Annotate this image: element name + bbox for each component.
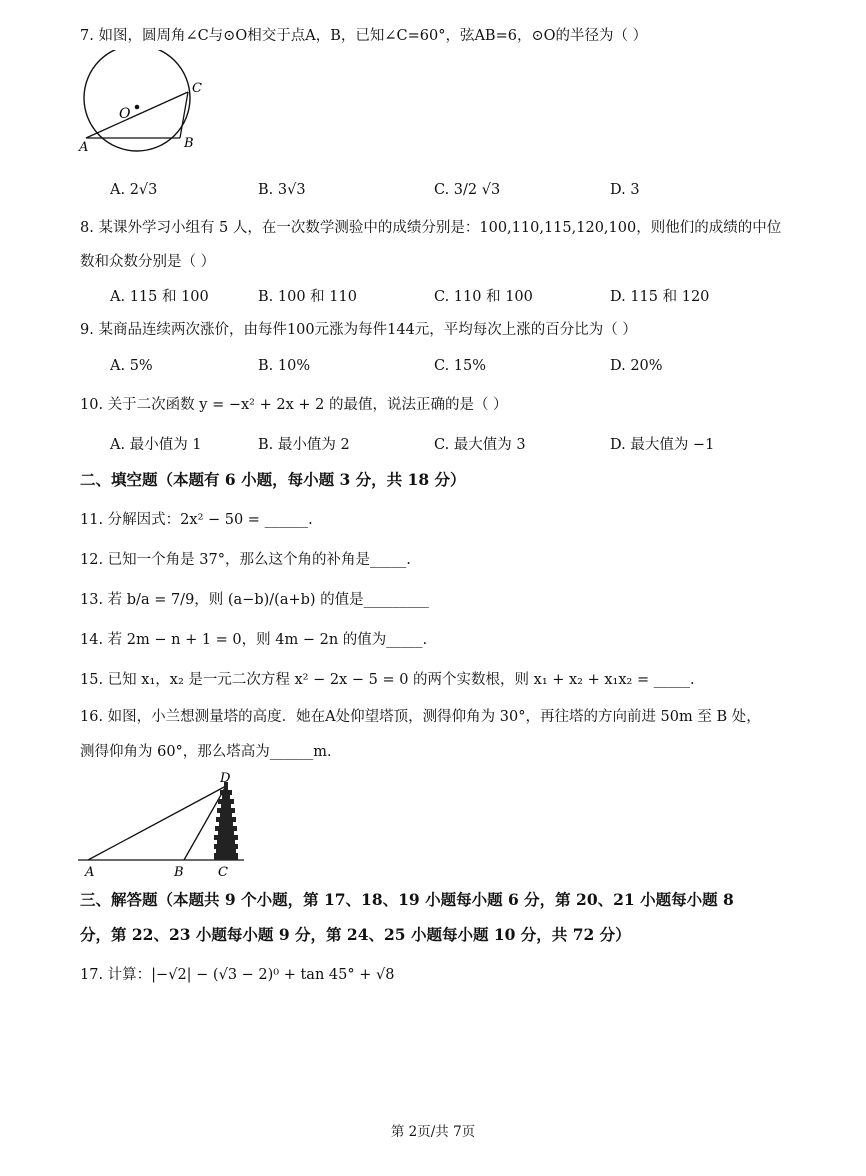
q11: 11. 分解因式：2x² − 50 = ______. <box>80 512 313 528</box>
q7-circle-figure <box>76 50 216 160</box>
page-footer: 第 2页/共 7页 <box>390 1124 476 1140</box>
q7-label-o: O <box>119 106 131 122</box>
q10-option-d: D. 最大值为 −1 <box>610 437 715 453</box>
q9-option-b: B. 10% <box>258 358 311 374</box>
q16-label-c: C <box>218 865 228 880</box>
q9-option-d: D. 20% <box>610 358 663 374</box>
q7-label-c: C <box>192 81 202 96</box>
q9-stem: 9. 某商品连续两次涨价，由每件100元涨为每件144元，平均每次上涨的百分比为（ ） <box>80 322 637 338</box>
section-2-heading: 二、填空题（本题有 6 小题，每小题 3 分，共 18 分） <box>80 470 466 489</box>
q8-stem-line1: 8. 某课外学习小组有 5 人，在一次数学测验中的成绩分别是：100,110,115,120,100，则他们的成绩的中位 <box>80 220 782 236</box>
q7-option-c: C. 3/2 √3 <box>434 182 501 198</box>
q16-line2: 测得仰角为 60°，那么塔高为______m． <box>80 744 342 760</box>
q13: 13. 若 b/a = 7/9，则 (a−b)/(a+b) 的值是_________ <box>80 592 429 608</box>
q8-option-a: A. 115 和 100 <box>110 289 209 305</box>
q8-option-d: D. 115 和 120 <box>610 289 710 305</box>
q14: 14. 若 2m − n + 1 = 0，则 4m − 2n 的值为_____. <box>80 632 428 648</box>
q12: 12. 已知一个角是 37°，那么这个角的补角是_____. <box>80 552 411 568</box>
q16-label-d: D <box>220 771 231 786</box>
q7-label-b: B <box>184 136 194 151</box>
q10-option-c: C. 最大值为 3 <box>434 437 526 453</box>
q16-label-a: A <box>85 865 95 880</box>
q17: 17. 计算：|−√2| − (√3 − 2)⁰ + tan 45° + √8 <box>80 967 395 983</box>
q7-stem: 7. 如图，圆周角∠C与⊙O相交于点A，B，已知∠C=60°，弦AB=6，⊙O的半径为（ ） <box>80 28 648 44</box>
q7-option-a: A. 2√3 <box>110 182 158 198</box>
q10-option-b: B. 最小值为 2 <box>258 437 350 453</box>
tower-icon <box>214 782 238 860</box>
section-3-heading-line1: 三、解答题（本题共 9 个小题，第 17、18、19 小题每小题 6 分，第 20、21 小题每小题 8 <box>80 890 734 909</box>
section-3-heading-line2: 分，第 22、23 小题每小题 9 分，第 24、25 小题每小题 10 分，共 72 分） <box>80 925 631 944</box>
q7-option-b: B. 3√3 <box>258 182 306 198</box>
q9-option-a: A. 5% <box>110 358 153 374</box>
q16-label-b: B <box>174 865 184 880</box>
q10-stem: 10. 关于二次函数 y = −x² + 2x + 2 的最值，说法正确的是（ ） <box>80 397 508 413</box>
q10-option-a: A. 最小值为 1 <box>110 437 202 453</box>
q7-label-a: A <box>79 140 89 155</box>
q9-option-c: C. 15% <box>434 358 487 374</box>
q16-tower-figure <box>76 768 248 880</box>
q8-stem-line2: 数和众数分别是（ ） <box>80 254 216 270</box>
q15: 15. 已知 x₁，x₂ 是一元二次方程 x² − 2x − 5 = 0 的两个实数根，则 x₁ + x₂ + x₁x₂ = _____. <box>80 672 695 688</box>
q7-option-d: D. 3 <box>610 182 640 198</box>
q8-option-c: C. 110 和 100 <box>434 289 533 305</box>
q16-line1: 16. 如图，小兰想测量塔的高度．她在A处仰望塔顶，测得仰角为 30°，再往塔的方向前进 50m 至 B 处， <box>80 709 761 725</box>
q8-option-b: B. 100 和 110 <box>258 289 357 305</box>
